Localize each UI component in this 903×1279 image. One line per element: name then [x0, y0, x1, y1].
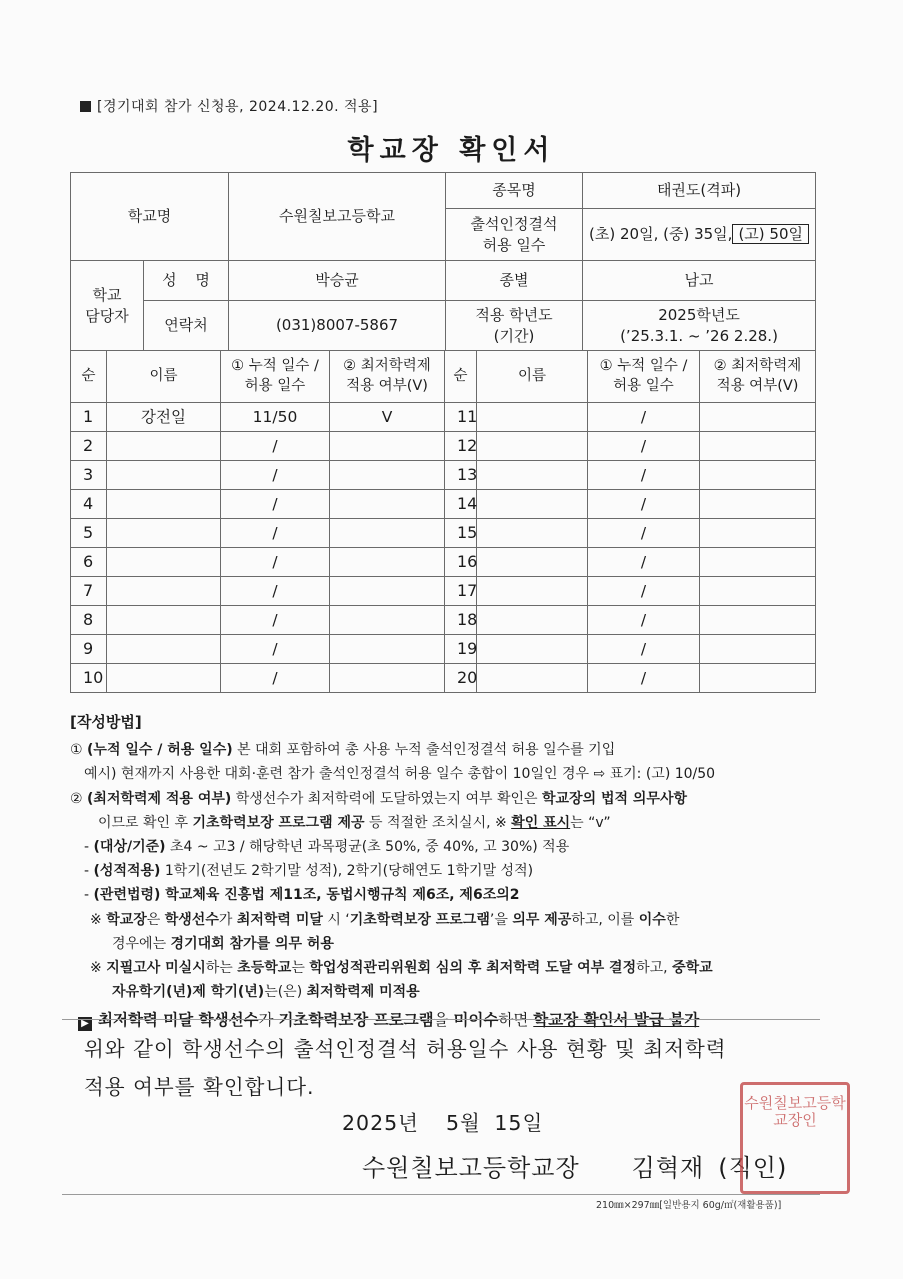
col-min: ② 최저학력제 적용 여부(V): [700, 351, 816, 403]
table-row: 9 / 19 /: [71, 635, 816, 664]
table-row: 10 / 20 /: [71, 664, 816, 693]
confirmation-text: 위와 같이 학생선수의 출석인정결석 허용일수 사용 현황 및 최저학력 적용 여부를 확인합니다.: [84, 1037, 727, 1099]
absence-boxed-value: (고) 50일: [732, 224, 809, 244]
principal-signature: [362, 1148, 787, 1183]
warning-line: ▶ 최저학력 미달 학생선수가 기초학력보장 프로그램을 미이수하면 학교장 확인서 발급 불가: [70, 1008, 830, 1032]
contact-value: (031)8007-5867: [229, 301, 446, 351]
school-name: 수원칠보고등학교: [229, 173, 446, 261]
seal-label: (직인): [718, 1154, 788, 1182]
attendance-table: [70, 350, 816, 693]
method-line: 경우에는 경기대회 참가를 의무 허용: [112, 935, 334, 952]
absence-value: (초) 20일, (중) 35일, (고) 50일: [583, 209, 816, 261]
table-row: 2 / 12 /: [71, 432, 816, 461]
gender-label: 종별: [446, 261, 583, 301]
year-label: 적용 학년도 (기간): [446, 301, 583, 351]
method-line: ※ 지필고사 미실시하는 초등학교는 학업성적관리위원회 심의 후 최저학력 도달 여부 결정하고, 중학교: [90, 960, 713, 977]
table-row: 4 / 14 /: [71, 490, 816, 519]
method-line: 이므로 확인 후 기초학력보장 프로그램 제공 등 적절한 조치실시, ※ 확인 표시는 “v”: [98, 814, 611, 831]
col-days: ① 누적 일수 / 허용 일수: [588, 351, 700, 403]
paper-spec-footer: 210㎜×297㎜[일반용지 60g/㎡(재활용품)]: [596, 1200, 782, 1211]
manager-label: 학교 담당자: [71, 261, 144, 351]
method-heading: [작성방법]: [70, 713, 142, 731]
table-row: 3 / 13 /: [71, 461, 816, 490]
method-line: 예시) 현재까지 사용한 대회·훈련 참가 출석인정결석 허용 일수 총합이 10일인 경우 ⇨ 표기: (고) 10/50: [84, 766, 716, 783]
method-line: - (성적적용) 1학기(전년도 2학기말 성적), 2학기(당해연도 1학기말 성적): [84, 863, 534, 880]
col-name: 이름: [477, 351, 588, 403]
gender-value: 남고: [583, 261, 816, 301]
table-row: 8 / 18 /: [71, 606, 816, 635]
principal-name: 김혁재: [631, 1154, 705, 1182]
table-row: 6 / 16 /: [71, 548, 816, 577]
school-label: 학교명: [71, 173, 229, 261]
method-line: ① (누적 일수 / 허용 일수) 본 대회 포함하여 총 사용 누적 출석인정결석 허용 일수를 기입: [70, 742, 616, 759]
event-value: 태권도(격파): [583, 173, 816, 209]
method-line: 자유학기(년)제 학기(년)는(은) 최저학력제 미적용: [112, 984, 420, 1001]
absence-label: 출석인정결석 허용 일수: [446, 209, 583, 261]
info-table: [70, 172, 816, 351]
col-days: ① 누적 일수 / 허용 일수: [221, 351, 330, 403]
principal-title: 수원칠보고등학교장: [362, 1154, 580, 1182]
arrow-box-icon: ▶: [78, 1017, 92, 1031]
year-value: 2025학년도 (’25.3.1. ~ ’26 2.28.): [583, 301, 816, 351]
col-name: 이름: [107, 351, 221, 403]
name-value: 박승균: [229, 261, 446, 301]
writing-method: [70, 710, 830, 1033]
name-label: 성 명: [144, 261, 229, 301]
issue-date: 2025년 5월 15일: [342, 1111, 544, 1135]
attendance-header-row: [71, 351, 816, 403]
divider: [62, 1019, 820, 1020]
method-line: ② (최저학력제 적용 여부) 학생선수가 최저학력에 도달하였는지 여부 확인은 학교장의 법적 의무사항: [70, 790, 687, 807]
table-row: 7 / 17 /: [71, 577, 816, 606]
square-bullet-icon: [80, 101, 91, 112]
top-note: [경기대회 참가 신청용, 2024.12.20. 적용]: [80, 96, 378, 116]
col-no: 순: [71, 351, 107, 403]
divider: [62, 1194, 820, 1195]
contact-label: 연락처: [144, 301, 229, 351]
official-seal: 수원칠보고등학교장인: [740, 1082, 850, 1194]
col-min: ② 최저학력제 적용 여부(V): [330, 351, 445, 403]
method-line: - (관련법령) 학교체육 진흥법 제11조, 동법시행규칙 제6조, 제6조의2: [84, 887, 520, 904]
table-row: 5 / 15 /: [71, 519, 816, 548]
event-label: 종목명: [446, 173, 583, 209]
method-line: ※ 학교장은 학생선수가 최저학력 미달 시 ‘기초학력보장 프로그램’을 의무 제공하고, 이를 이수한: [90, 911, 680, 928]
method-line: - (대상/기준) 초4 ~ 고3 / 해당학년 과목평균(초 50%, 중 40%, 고 30%) 적용: [84, 839, 570, 856]
col-no: 순: [445, 351, 477, 403]
table-row: 1 강전일 11/50 V 11 /: [71, 403, 816, 432]
document-title: 학교장 확인서: [347, 135, 556, 166]
